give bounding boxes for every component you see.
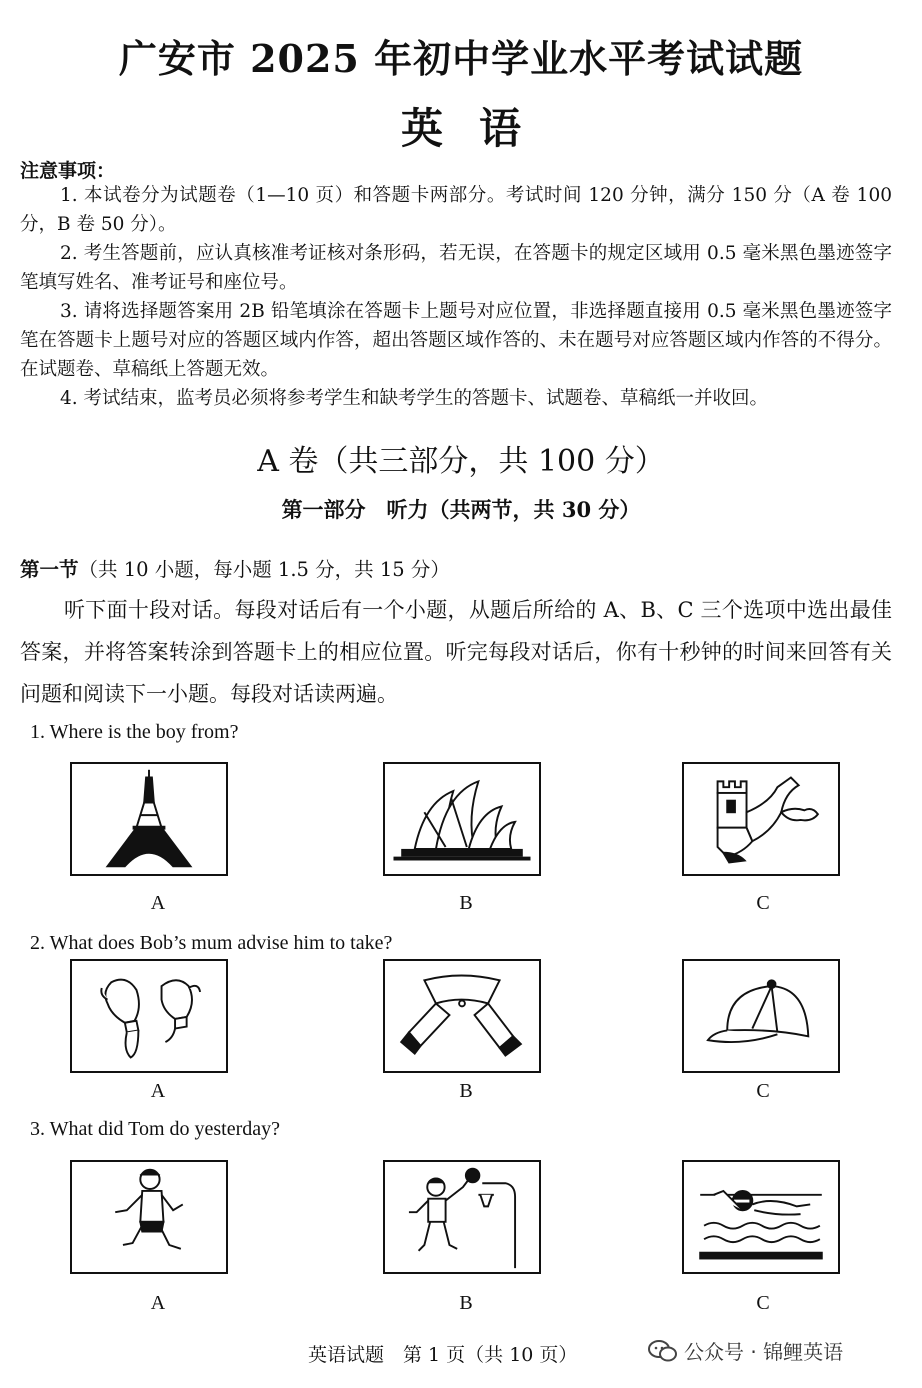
option-letter: C xyxy=(756,892,770,914)
option-picture-2b xyxy=(383,959,541,1073)
option-picture-3c xyxy=(682,1160,840,1274)
question-number: 1. xyxy=(30,721,45,743)
sydney-opera-house-icon xyxy=(385,764,539,874)
section-detail: （共 10 小题，每小题 1.5 分，共 15 分） xyxy=(78,558,450,581)
option-letter: B xyxy=(459,1080,473,1102)
scarf-icon xyxy=(385,961,539,1071)
watermark-text: 公众号 · 锦鲤英语 xyxy=(684,1340,844,1364)
exam-subject: 英语 xyxy=(400,104,557,153)
wechat-watermark xyxy=(648,1336,843,1365)
instruction-text: 听下面十段对话。每段对话后有一个小题，从题后所给的 A、B、C 三个选项中选出最佳答案，并将答案转涂到答题卡上的相应位置。听完每段对话后，你有十秒钟的时间来回答有关问题和阅读下一小题。每段对话读两遍。 xyxy=(20,598,892,706)
exam-title: 广安市 2025 年初中学业水平考试试题 xyxy=(118,36,804,81)
section-heading xyxy=(20,554,450,582)
question-3 xyxy=(30,1118,280,1141)
notice-item: 2. 考生答题前，应认真核准考证核对条形码，若无误，在答题卡的规定区域用 0.5 毫米黑色墨迹签字笔填写姓名、准考证号和座位号。 xyxy=(20,243,892,293)
basketball-boy-icon xyxy=(385,1162,539,1272)
notice-item: 3. 请将选择题答案用 2B 铅笔填涂在答题卡上题号对应位置，非选择题直接用 0.5 毫米黑色墨迹签字笔在答题卡上题号对应的答题区域内作答，超出答题区域作答的、未在题号对应答题区域内作答的不得分。在试题卷、草稿纸上答题无效。 xyxy=(20,301,892,380)
listening-instruction xyxy=(20,589,892,715)
gloves-icon xyxy=(72,961,226,1071)
eiffel-tower-icon xyxy=(72,764,226,874)
question-number: 2. xyxy=(30,932,45,954)
option-letter: B xyxy=(459,1292,473,1314)
swimmer-icon xyxy=(684,1162,838,1272)
great-wall-icon xyxy=(684,764,838,874)
wechat-icon xyxy=(648,1339,678,1363)
option-picture-3b xyxy=(383,1160,541,1274)
option-picture-1c xyxy=(682,762,840,876)
option-letter: C xyxy=(756,1080,770,1102)
question-1 xyxy=(30,721,238,744)
notice-list xyxy=(20,181,892,413)
option-letter: B xyxy=(459,892,473,914)
running-boy-icon xyxy=(72,1162,226,1272)
option-letter: A xyxy=(150,892,166,914)
option-picture-1b xyxy=(383,762,541,876)
question-text: Where is the boy from? xyxy=(49,721,239,743)
notice-heading: 注意事项： xyxy=(20,160,116,182)
option-letter: A xyxy=(150,1292,166,1314)
page-footer: 英语试题 第 1 页（共 10 页） xyxy=(308,1344,578,1366)
section-label: 第一节 xyxy=(20,558,79,581)
question-2 xyxy=(30,932,392,955)
question-text: What does Bob’s mum advise him to take? xyxy=(49,932,393,954)
notice-item: 4. 考试结束，监考员必须将参考学生和缺考学生的答题卡、试题卷、草稿纸一并收回。 xyxy=(60,388,769,409)
option-picture-2a xyxy=(70,959,228,1073)
part-one-heading: 第一部分 听力（共两节，共 30 分） xyxy=(281,497,641,522)
option-picture-2c xyxy=(682,959,840,1073)
option-picture-1a xyxy=(70,762,228,876)
cap-icon xyxy=(684,961,838,1071)
notice-item: 1. 本试卷分为试题卷（1—10 页）和答题卡两部分。考试时间 120 分钟，满分 150 分（A 卷 100 分，B 卷 50 分）。 xyxy=(20,185,892,235)
question-number: 3. xyxy=(30,1118,45,1140)
option-picture-3a xyxy=(70,1160,228,1274)
option-letter: A xyxy=(150,1080,166,1102)
question-text: What did Tom do yesterday? xyxy=(49,1118,281,1140)
option-letter: C xyxy=(756,1292,770,1314)
part-a-heading: A 卷（共三部分，共 100 分） xyxy=(257,444,665,479)
